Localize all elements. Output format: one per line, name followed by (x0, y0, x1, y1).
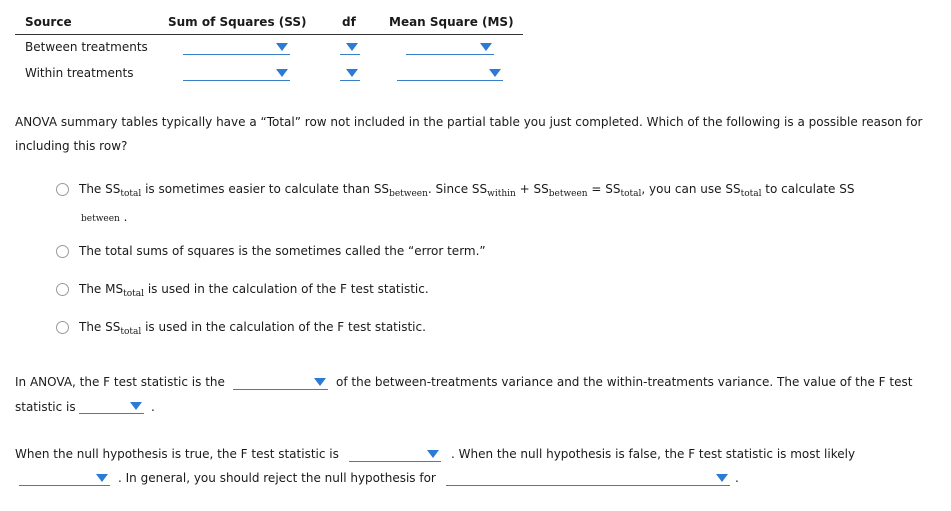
option-a-radio[interactable] (56, 183, 69, 196)
null-false-dropdown[interactable] (19, 471, 110, 486)
option-a-period: . (119, 210, 128, 224)
sub-between: between (548, 189, 588, 199)
chevron-down-icon (276, 43, 288, 51)
chevron-down-icon (130, 402, 142, 410)
option-c-text (79, 282, 429, 299)
option-a-text-7: to calculate SS (761, 182, 855, 196)
sub-within: within (487, 189, 516, 199)
chevron-down-icon (480, 43, 492, 51)
ms-between-dropdown[interactable] (406, 40, 494, 55)
sub-total: total (620, 189, 642, 199)
ss-between-dropdown[interactable] (183, 40, 290, 55)
option-d-text-1: The SS (79, 320, 121, 334)
header-df: df (342, 15, 356, 29)
sub-total: total (120, 189, 142, 199)
chevron-down-icon (314, 378, 326, 386)
chevron-down-icon (96, 474, 108, 482)
option-c-text-1: The MS (79, 282, 124, 296)
df-between-dropdown[interactable] (340, 40, 360, 55)
question1-line2: including this row? (15, 139, 128, 153)
sub-total: total (740, 189, 762, 199)
option-a-line2 (81, 210, 128, 224)
row-label-between: Between treatments (25, 40, 148, 54)
chevron-down-icon (346, 69, 358, 77)
chevron-down-icon (716, 474, 728, 482)
chevron-down-icon (427, 450, 439, 458)
option-a-text-2: is sometimes easier to calculate than SS (141, 182, 390, 196)
reject-null-dropdown[interactable] (446, 471, 730, 486)
question1-text (15, 110, 945, 158)
option-d-text (79, 320, 426, 337)
option-a-line1 (79, 182, 854, 199)
f-statistic-ratio-dropdown[interactable] (233, 375, 328, 390)
option-b-radio[interactable] (56, 245, 69, 258)
question2-text-3: statistic is (15, 400, 76, 414)
option-a-text-5: = SS (587, 182, 621, 196)
option-c-radio[interactable] (56, 283, 69, 296)
header-sum-of-squares: Sum of Squares (SS) (168, 15, 307, 29)
option-b-text: The total sums of squares is the sometimes called the “error term.” (79, 244, 486, 258)
chevron-down-icon (346, 43, 358, 51)
question3-text-1: When the null hypothesis is true, the F test statistic is (15, 447, 339, 461)
sub-total: total (123, 289, 145, 299)
sub-between: between (389, 189, 428, 199)
df-within-dropdown[interactable] (340, 66, 360, 81)
question3-text-3: . In general, you should reject the null hypothesis for (118, 471, 436, 485)
question2-text-1: In ANOVA, the F test statistic is the (15, 375, 225, 389)
option-a-text-4: + SS (515, 182, 549, 196)
option-a-text-3: . Since SS (427, 182, 488, 196)
question2-period: . (151, 400, 155, 414)
question3-text-2: . When the null hypothesis is false, the F test statistic is most likely (451, 447, 856, 461)
option-a-text-1: The SS (79, 182, 121, 196)
ss-within-dropdown[interactable] (183, 66, 290, 81)
sub-total: total (120, 327, 142, 337)
option-d-text-2: is used in the calculation of the F test statistic. (141, 320, 426, 334)
question1-line1: ANOVA summary tables typically have a “Total” row not included in the partial table you just completed. Which of the following is a possible reason for (15, 115, 923, 129)
question2-text-2: of the between-treatments variance and the within-treatments variance. The value of the F test (336, 375, 913, 389)
sub-between: between (81, 214, 120, 224)
question3-period: . (735, 471, 739, 485)
chevron-down-icon (276, 69, 288, 77)
row-label-within: Within treatments (25, 66, 134, 80)
option-a-text-6: , you can use SS (641, 182, 741, 196)
null-true-dropdown[interactable] (349, 447, 441, 462)
f-statistic-value-dropdown[interactable] (79, 399, 144, 414)
option-d-radio[interactable] (56, 321, 69, 334)
header-mean-square: Mean Square (MS) (389, 15, 514, 29)
option-c-text-2: is used in the calculation of the F test statistic. (144, 282, 429, 296)
table-header-divider (15, 34, 523, 35)
chevron-down-icon (489, 69, 501, 77)
ms-within-dropdown[interactable] (397, 66, 503, 81)
header-source: Source (25, 15, 72, 29)
